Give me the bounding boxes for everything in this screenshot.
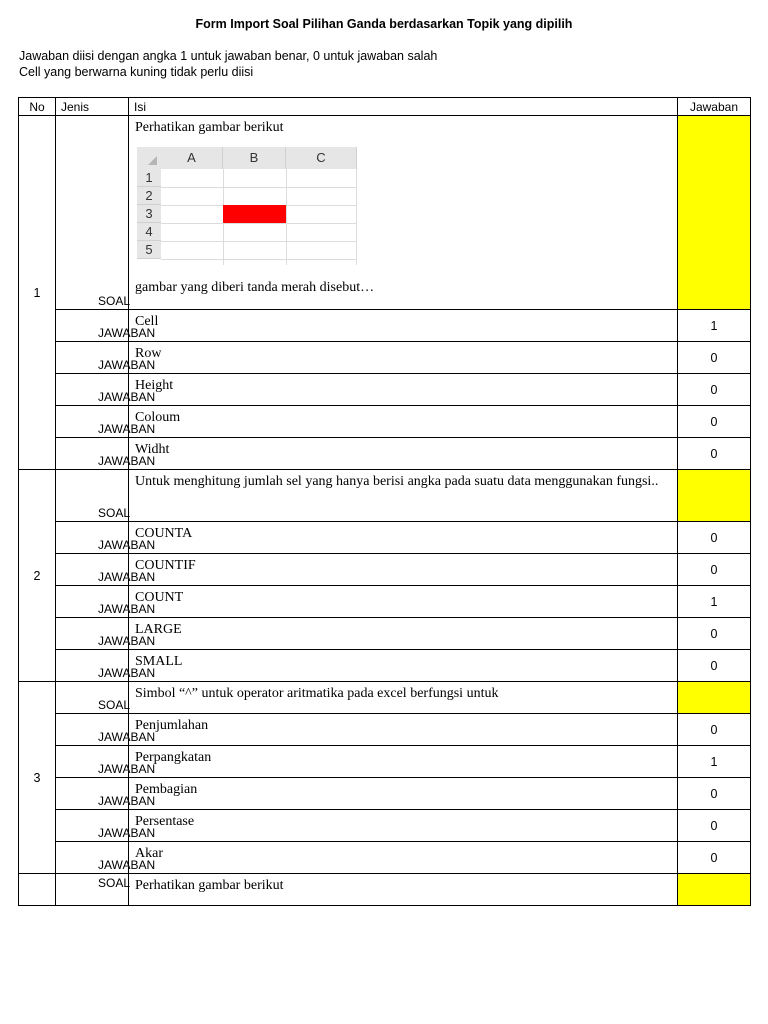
answer-value[interactable]: 0 bbox=[678, 438, 751, 470]
option-text[interactable]: COUNTIF bbox=[129, 554, 678, 586]
table-row-jawaban bbox=[19, 438, 751, 470]
jenis-cell: JAWABAN bbox=[56, 618, 129, 650]
jenis-cell: JAWABAN bbox=[56, 438, 129, 470]
answer-value[interactable]: 1 bbox=[678, 586, 751, 618]
row-header: 5 bbox=[137, 241, 161, 259]
question-number: 1 bbox=[19, 116, 56, 470]
jenis-cell: SOAL bbox=[56, 116, 129, 310]
table-header-row bbox=[19, 98, 751, 116]
answer-value[interactable]: 0 bbox=[678, 406, 751, 438]
instruction-line-2: Cell yang berwarna kuning tidak perlu diisi bbox=[19, 65, 254, 79]
table-row-soal bbox=[19, 470, 751, 522]
answer-cell-disabled bbox=[678, 470, 751, 522]
jenis-cell: SOAL bbox=[56, 682, 129, 714]
answer-value[interactable]: 0 bbox=[678, 714, 751, 746]
question-number: 3 bbox=[19, 682, 56, 874]
jenis-cell: JAWABAN bbox=[56, 522, 129, 554]
jenis-cell: JAWABAN bbox=[56, 842, 129, 874]
instruction-line-1: Jawaban diisi dengan angka 1 untuk jawaban benar, 0 untuk jawaban salah bbox=[19, 49, 438, 63]
answer-value[interactable]: 1 bbox=[678, 746, 751, 778]
jenis-cell: JAWABAN bbox=[56, 778, 129, 810]
jenis-cell: JAWABAN bbox=[56, 586, 129, 618]
question-text[interactable]: Perhatikan gambar berikut bbox=[129, 874, 678, 906]
table-row-jawaban bbox=[19, 618, 751, 650]
jenis-cell: JAWABAN bbox=[56, 342, 129, 374]
table-row-jawaban bbox=[19, 522, 751, 554]
jenis-cell: JAWABAN bbox=[56, 310, 129, 342]
table-row-jawaban bbox=[19, 842, 751, 874]
table-row-jawaban bbox=[19, 374, 751, 406]
header-isi: Isi bbox=[129, 98, 678, 116]
answer-cell-disabled bbox=[678, 116, 751, 310]
jenis-cell: JAWABAN bbox=[56, 714, 129, 746]
table-row-jawaban bbox=[19, 406, 751, 438]
select-all-corner bbox=[137, 147, 161, 169]
row-header: 4 bbox=[137, 223, 161, 241]
column-header: C bbox=[286, 147, 357, 169]
table-row-jawaban bbox=[19, 342, 751, 374]
answer-value[interactable]: 0 bbox=[678, 842, 751, 874]
row-header: 3 bbox=[137, 205, 161, 223]
option-text[interactable]: Widht bbox=[129, 438, 678, 470]
header-no: No bbox=[19, 98, 56, 116]
table-row-jawaban bbox=[19, 650, 751, 682]
answer-cell-disabled bbox=[678, 874, 751, 906]
question-text-cell[interactable] bbox=[129, 116, 678, 310]
answer-value[interactable]: 0 bbox=[678, 554, 751, 586]
jenis-cell: SOAL bbox=[56, 470, 129, 522]
column-header: A bbox=[161, 147, 223, 169]
question-number bbox=[19, 874, 56, 906]
answer-value[interactable]: 0 bbox=[678, 522, 751, 554]
answer-value[interactable]: 1 bbox=[678, 310, 751, 342]
table-row-soal bbox=[19, 116, 751, 310]
row-header: 2 bbox=[137, 187, 161, 205]
table-row-soal bbox=[19, 874, 751, 906]
answer-value[interactable]: 0 bbox=[678, 618, 751, 650]
spreadsheet-image bbox=[137, 147, 357, 265]
table-row-jawaban bbox=[19, 310, 751, 342]
page-title: Form Import Soal Pilihan Ganda berdasarkan Topik yang dipilih bbox=[195, 17, 573, 31]
question-table bbox=[18, 97, 751, 906]
answer-value[interactable]: 0 bbox=[678, 342, 751, 374]
jenis-cell: JAWABAN bbox=[56, 554, 129, 586]
jenis-cell: JAWABAN bbox=[56, 374, 129, 406]
table-row-soal bbox=[19, 682, 751, 714]
option-text[interactable]: SMALL bbox=[129, 650, 678, 682]
answer-value[interactable]: 0 bbox=[678, 778, 751, 810]
option-text[interactable]: Persentase bbox=[129, 810, 678, 842]
header-jawaban: Jawaban bbox=[678, 98, 751, 116]
table-row-jawaban bbox=[19, 586, 751, 618]
highlighted-cell-b3 bbox=[223, 205, 286, 223]
option-text[interactable]: Akar bbox=[129, 842, 678, 874]
question-text[interactable]: Simbol “^” untuk operator aritmatika pada excel berfungsi untuk bbox=[129, 682, 678, 714]
answer-value[interactable]: 0 bbox=[678, 374, 751, 406]
table-row-jawaban bbox=[19, 810, 751, 842]
question-text[interactable]: Untuk menghitung jumlah sel yang hanya berisi angka pada suatu data menggunakan fungsi.. bbox=[129, 470, 678, 522]
option-text[interactable]: LARGE bbox=[129, 618, 678, 650]
table-row-jawaban bbox=[19, 778, 751, 810]
option-text[interactable]: Cell bbox=[129, 310, 678, 342]
jenis-cell: JAWABAN bbox=[56, 406, 129, 438]
jenis-cell: JAWABAN bbox=[56, 746, 129, 778]
header-jenis: Jenis bbox=[56, 98, 129, 116]
column-header: B bbox=[223, 147, 286, 169]
question-text: gambar yang diberi tanda merah disebut… bbox=[135, 280, 375, 295]
option-text[interactable]: Coloum bbox=[129, 406, 678, 438]
option-text[interactable]: Row bbox=[129, 342, 678, 374]
question-number: 2 bbox=[19, 470, 56, 682]
table-row-jawaban bbox=[19, 554, 751, 586]
option-text[interactable]: Height bbox=[129, 374, 678, 406]
option-text[interactable]: COUNTA bbox=[129, 522, 678, 554]
row-header: 1 bbox=[137, 169, 161, 187]
table-row-jawaban bbox=[19, 714, 751, 746]
option-text[interactable]: Penjumlahan bbox=[129, 714, 678, 746]
option-text[interactable]: Perpangkatan bbox=[129, 746, 678, 778]
table-row-jawaban bbox=[19, 746, 751, 778]
answer-value[interactable]: 0 bbox=[678, 650, 751, 682]
jenis-cell: SOAL bbox=[56, 874, 129, 906]
answer-cell-disabled bbox=[678, 682, 751, 714]
question-text: Perhatikan gambar berikut bbox=[135, 120, 284, 135]
answer-value[interactable]: 0 bbox=[678, 810, 751, 842]
jenis-cell: JAWABAN bbox=[56, 650, 129, 682]
jenis-cell: JAWABAN bbox=[56, 810, 129, 842]
option-text[interactable]: Pembagian bbox=[129, 778, 678, 810]
option-text[interactable]: COUNT bbox=[129, 586, 678, 618]
